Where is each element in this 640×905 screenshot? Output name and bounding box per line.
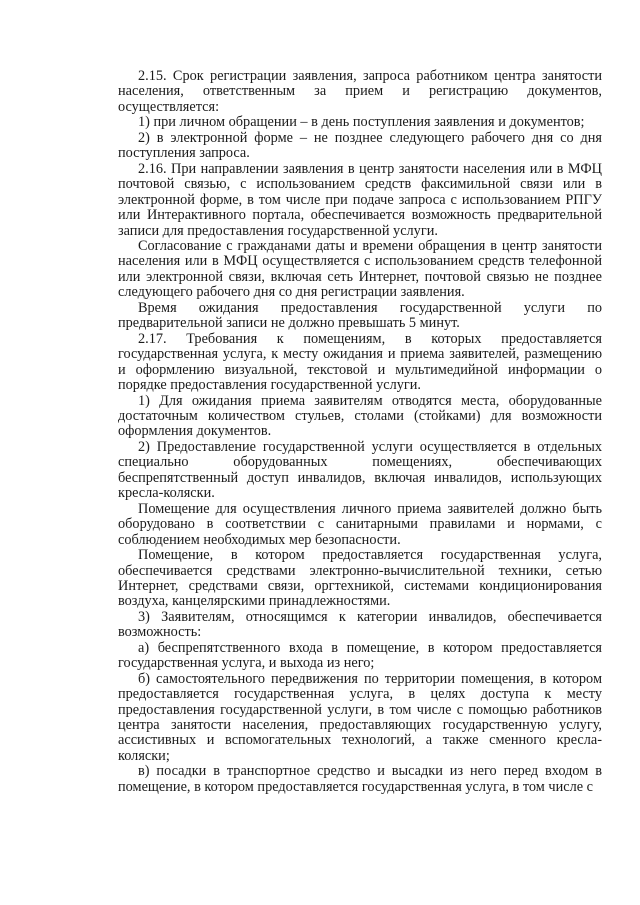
paragraph-item-v: в) посадки в транспортное средство и высадки из него перед входом в помещение, в котором предоставляется государственная услуга, в том числе с	[118, 763, 602, 795]
paragraph-waiting-places: 1) Для ожидания приема заявителям отводятся места, оборудованные достаточным количеством стульев, столами (стойками) для возможности оформления документов.	[118, 392, 602, 440]
paragraph-reception-room: Помещение для осуществления личного приема заявителей должно быть оборудовано в соответствии с санитарными правилами и нормами, с соблюдением необходимых мер безопасности.	[118, 500, 602, 548]
paragraph-2-15: 2.15. Срок регистрации заявления, запроса работником центра занятости населения, ответственным за прием и регистрацию документов, осуществляется:	[118, 68, 602, 115]
paragraph-item-2-electronic: 2) в электронной форме – не позднее следующего рабочего дня со дня поступления запроса.	[118, 129, 602, 162]
paragraph-2-16: 2.16. При направлении заявления в центр занятости населения или в МФЦ почтовой связью, с использованием средств факсимильной связи или в электронной форме, в том числе при подаче запроса с использованием РПГУ или Интерактивного портала, обеспечивается возможность предварительной записи для предоставления государственной услуги.	[118, 160, 602, 239]
paragraph-item-1-personal: 1) при личном обращении – в день поступления заявления и документов;	[138, 114, 585, 131]
paragraph-equipment: Помещение, в котором предоставляется государственная услуга, обеспечивается средствами электронно-вычислительной техники, сетью Интернет, средствами связи, оргтехникой, системами кондиционирования воздуха, канцелярскими принадлежностями.	[118, 547, 602, 610]
paragraph-2-17: 2.17. Требования к помещениям, в которых предоставляется государственная услуга, к месту ожидания и приема заявителей, размещению и оформлению визуальной, текстовой и мультимедийной информации о порядке предоставления государственной услуги.	[118, 330, 602, 394]
paragraph-disabled-access: 3) Заявителям, относящимся к категории инвалидов, обеспечивается возможность:	[118, 608, 602, 641]
paragraph-item-a: а) беспрепятственного входа в помещение, в котором предоставляется государственная услуга, и выхода из него;	[118, 639, 602, 672]
document-body	[118, 69, 602, 795]
paragraph-waiting-time: Время ожидания предоставления государственной услуги по предварительной записи не должно превышать 5 минут.	[118, 299, 602, 332]
paragraph-premises: 2) Предоставление государственной услуги осуществляется в отдельных специально оборудованных помещениях, обеспечивающих беспрепятственный доступ инвалидов, включая инвалидов, использующих кресла-коляски.	[118, 438, 602, 502]
paragraph-agreement: Согласование с гражданами даты и времени обращения в центр занятости населения или в МФЦ осуществляется с использованием средств телефонной или электронной связи, включая сеть Интернет, почтовой связью не позднее следующего рабочего дня со дня регистрации заявления.	[118, 237, 602, 301]
paragraph-item-b: б) самостоятельного передвижения по территории помещения, в котором предоставляется государственная услуга, в целях доступа к месту предоставления государственной услуги, в том числе с помощью работников центра занятости населения, предоставляющих государственную услугу, ассистивных и вспомогательных технологий, а также сменного кресла-коляски;	[118, 670, 602, 764]
